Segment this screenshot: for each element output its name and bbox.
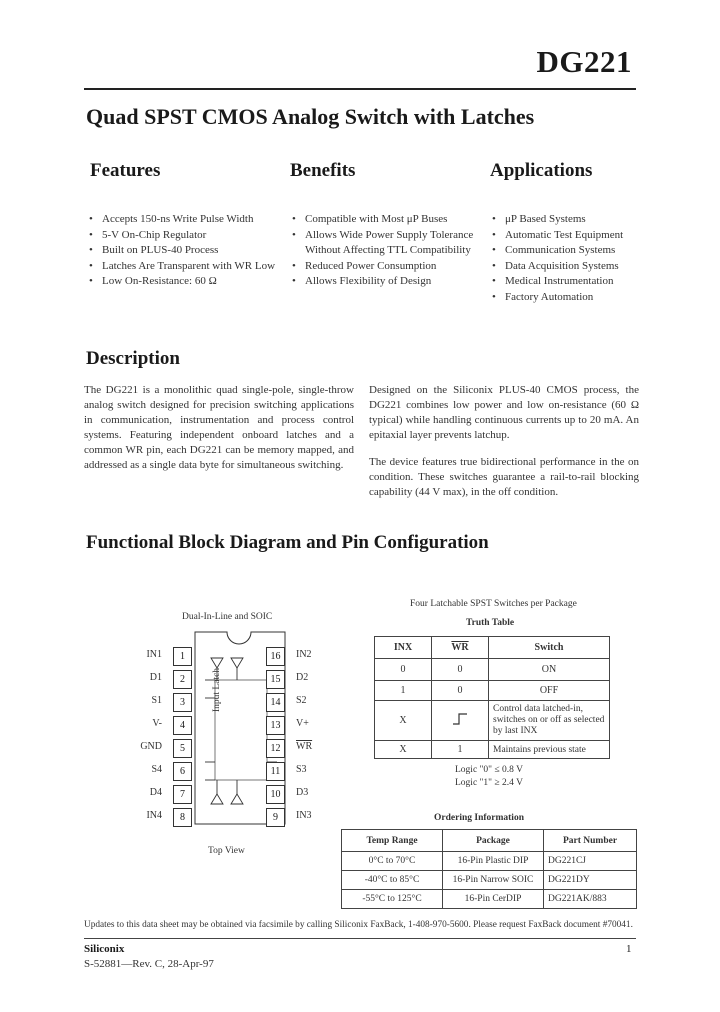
table-cell: 0	[375, 659, 432, 681]
input-latch-label: Input Latch	[212, 667, 222, 712]
pin-number: 9	[266, 808, 285, 827]
part-number: DG221	[536, 44, 632, 79]
table-header: $\overline{WR}$	[432, 637, 489, 659]
pin-label: D4	[149, 787, 162, 798]
table-cell: OFF	[489, 681, 610, 701]
table-cell: 0	[432, 681, 489, 701]
applications-heading: Applications	[490, 160, 593, 181]
table-row	[375, 659, 610, 681]
pin-label: GND	[140, 741, 162, 752]
list-item: • Medical Instrumentation	[491, 274, 641, 290]
table-cell: -55°C to 125°C	[342, 890, 443, 909]
pin-row	[266, 670, 326, 693]
company-name: Siliconix	[84, 943, 125, 955]
table-cell: 16-Pin Plastic DIP	[443, 852, 544, 871]
description-left-paragraph: The DG221 is a monolithic quad single-pole, single-throw analog switch designed for precision switching applications in communication, instrumentation and process control systems. Featuring independent onboard latches and a common WR pin, each DG221 can be memory mapped, and addressed as a single data byte for simultaneous switching.	[84, 384, 354, 471]
pin-number: 15	[266, 670, 285, 689]
ordering-table	[341, 829, 637, 909]
truth-table	[374, 636, 610, 759]
table-header: Switch	[489, 637, 610, 659]
table-row	[375, 741, 610, 759]
list-item: • μP Based Systems	[491, 212, 641, 228]
list-item: • Allows Wide Power Supply Tolerance Without Affecting TTL Compatibility	[291, 228, 487, 259]
pin-number: 10	[266, 785, 285, 804]
pin-number: 2	[173, 670, 192, 689]
table-cell: DG221CJ	[544, 852, 637, 871]
description-left	[84, 383, 354, 485]
table-row	[342, 890, 637, 909]
pin-label: IN4	[146, 810, 162, 821]
pin-label: S1	[151, 695, 162, 706]
applications-list	[491, 212, 641, 306]
list-item: • Built on PLUS-40 Process	[88, 243, 288, 259]
footer-rule	[84, 938, 636, 939]
pin-row	[132, 670, 192, 693]
table-cell: Maintains previous state	[489, 741, 610, 759]
list-item: • Latches Are Transparent with WR Low	[88, 259, 288, 275]
right-pin-column	[266, 647, 326, 831]
table-row	[342, 871, 637, 890]
pin-row	[266, 716, 326, 739]
logic-0-note: Logic "0" ≤ 0.8 V	[455, 765, 523, 775]
logic-1-note: Logic "1" ≥ 2.4 V	[455, 778, 523, 788]
pin-label: D2	[296, 672, 309, 683]
table-header: Part Number	[544, 830, 637, 852]
pin-label: D1	[149, 672, 162, 683]
pin-label: IN1	[146, 649, 162, 660]
table-row	[375, 701, 610, 741]
page-number: 1	[626, 943, 632, 955]
table-header: Package	[443, 830, 544, 852]
benefits-heading: Benefits	[290, 160, 356, 181]
list-item: • Low On-Resistance: 60 Ω	[88, 274, 288, 290]
table-row	[342, 852, 637, 871]
pin-label: S2	[296, 695, 307, 706]
top-view-label: Top View	[208, 846, 245, 856]
pin-number: 12	[266, 739, 285, 758]
pin-label: $\overline{WR}$	[296, 741, 313, 752]
table-cell: ON	[489, 659, 610, 681]
pin-row	[132, 785, 192, 808]
pin-number: 5	[173, 739, 192, 758]
table-header: Temp Range	[342, 830, 443, 852]
pin-row	[132, 693, 192, 716]
package-label: Dual-In-Line and SOIC	[182, 612, 273, 622]
pin-row	[132, 808, 192, 831]
pin-row	[266, 762, 326, 785]
list-item: • Accepts 150-ns Write Pulse Width	[88, 212, 288, 228]
description-right-paragraph-1: Designed on the Siliconix PLUS-40 CMOS process, the DG221 combines low power and low on-resistance (60 Ω typical) while handling continuous currents up to 20 mA. An epitaxial layer prevents latchup.	[369, 384, 639, 441]
pin-number: 4	[173, 716, 192, 735]
pin-row	[266, 785, 326, 808]
table-cell: DG221AK/883	[544, 890, 637, 909]
table-cell: 0	[432, 659, 489, 681]
pin-label: IN2	[296, 649, 312, 660]
description-right	[369, 383, 639, 512]
pin-number: 13	[266, 716, 285, 735]
rising-edge-icon	[450, 711, 470, 727]
table-cell: 16-Pin Narrow SOIC	[443, 871, 544, 890]
left-pin-column	[132, 647, 192, 831]
table-cell: X	[375, 741, 432, 759]
pin-number: 7	[173, 785, 192, 804]
pin-row	[266, 808, 326, 831]
table-header: INX	[375, 637, 432, 659]
truth-table-title: Truth Table	[466, 618, 515, 628]
table-cell: 0°C to 70°C	[342, 852, 443, 871]
list-item: • Factory Automation	[491, 290, 641, 306]
pin-row	[266, 647, 326, 670]
table-cell: Control data latched-in, switches on or off as selected by last INX	[489, 701, 610, 741]
pin-number: 16	[266, 647, 285, 666]
list-item: • Allows Flexibility of Design	[291, 274, 487, 290]
pin-label: V-	[152, 718, 162, 729]
pin-label: D3	[296, 787, 309, 798]
pin-label: S4	[151, 764, 162, 775]
features-heading: Features	[90, 160, 161, 181]
pin-label: S3	[296, 764, 307, 775]
table-cell: X	[375, 701, 432, 741]
document-revision: S-52881—Rev. C, 28-Apr-97	[84, 958, 214, 970]
list-item: • Data Acquisition Systems	[491, 259, 641, 275]
pin-row	[132, 762, 192, 785]
features-list	[88, 212, 288, 290]
list-item: • 5-V On-Chip Regulator	[88, 228, 288, 244]
pin-row	[132, 716, 192, 739]
table-cell: DG221DY	[544, 871, 637, 890]
faxback-note: Updates to this data sheet may be obtained via facsimile by calling Siliconix FaxBack, 1-408-970-5600. Please request FaxBack document #70041.	[84, 920, 633, 930]
pin-number: 14	[266, 693, 285, 712]
description-right-paragraph-2: The device features true bidirectional performance in the on condition. These switches guarantee a rail-to-rail blocking capability (44 V max), in the off condition.	[369, 456, 639, 498]
table-cell: 1	[432, 741, 489, 759]
list-item: • Compatible with Most μP Buses	[291, 212, 487, 228]
pin-number: 1	[173, 647, 192, 666]
list-item: • Automatic Test Equipment	[491, 228, 641, 244]
pin-label: V+	[296, 718, 309, 729]
table-cell: 1	[375, 681, 432, 701]
truth-table-caption: Four Latchable SPST Switches per Package	[410, 599, 577, 609]
table-cell: 16-Pin CerDIP	[443, 890, 544, 909]
pin-number: 6	[173, 762, 192, 781]
header-rule	[84, 88, 636, 90]
pin-number: 3	[173, 693, 192, 712]
description-heading: Description	[86, 348, 180, 369]
table-cell	[432, 701, 489, 741]
benefits-list	[291, 212, 487, 290]
pin-number: 8	[173, 808, 192, 827]
list-item: • Reduced Power Consumption	[291, 259, 487, 275]
block-diagram-heading: Functional Block Diagram and Pin Configuration	[86, 532, 489, 553]
pin-row	[266, 739, 326, 762]
table-row	[375, 681, 610, 701]
document-title: Quad SPST CMOS Analog Switch with Latches	[86, 104, 535, 129]
pin-row	[132, 739, 192, 762]
table-cell: -40°C to 85°C	[342, 871, 443, 890]
pin-number: 11	[266, 762, 285, 781]
pin-row	[132, 647, 192, 670]
pin-row	[266, 693, 326, 716]
pin-label: IN3	[296, 810, 312, 821]
list-item: • Communication Systems	[491, 243, 641, 259]
ordering-title: Ordering Information	[434, 813, 524, 823]
